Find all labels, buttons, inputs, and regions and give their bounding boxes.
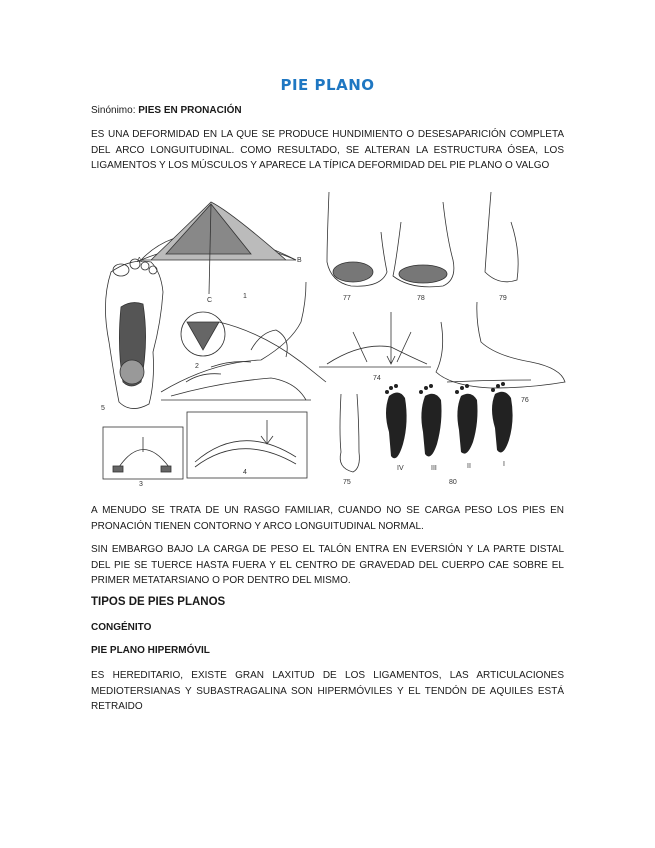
figure-label-76: 76 bbox=[521, 397, 529, 404]
figure-label-a: A bbox=[137, 257, 142, 264]
figure-label-5: 5 bbox=[101, 405, 105, 412]
weight-bearing-paragraph: SIN EMBARGO BAJO LA CARGA DE PESO EL TALÓN ENTRA EN EVERSIÓN Y LA PARTE DISTAL DEL PIE SE TUERCE HASTA FUERA Y EL CENTRO DE GRAVEDAD DEL CUERPO CAE SOBRE EL PRIMER METATARSIANO O POR DENTRO DEL MISMO. bbox=[91, 544, 564, 586]
arch-box-drawing bbox=[103, 427, 183, 479]
types-heading: TIPOS DE PIES PLANOS bbox=[91, 596, 226, 608]
flatfoot-illustration bbox=[91, 182, 570, 492]
figure-label-1: 1 bbox=[243, 293, 247, 300]
flat-foot-side-drawing bbox=[436, 302, 565, 388]
figure-label-77: 77 bbox=[343, 295, 351, 302]
leg-foot-drawing bbox=[340, 394, 359, 472]
footprints-drawing bbox=[385, 382, 513, 458]
synonym-value: PIES EN PRONACIÓN bbox=[138, 105, 242, 116]
figure-label-74: 74 bbox=[373, 375, 381, 382]
foot-top-view-drawing bbox=[105, 259, 163, 409]
figure-label-c: C bbox=[207, 297, 213, 304]
figure-label-80: 80 bbox=[449, 479, 457, 486]
figure-label-3: 3 bbox=[139, 481, 143, 488]
footprint-label-iii: III bbox=[431, 465, 437, 472]
figure-label-75: 75 bbox=[343, 479, 351, 486]
figure-label-79: 79 bbox=[499, 295, 507, 302]
synonym-line bbox=[91, 103, 564, 119]
hereditary-paragraph: ES HEREDITARIO, EXISTE GRAN LAXITUD DE LOS LIGAMENTOS, LAS ARTICULACIONES MEDIOTERSIANAS Y SUBASTRAGALINA SON HIPERMÓVILES Y EL TENDÓN DE AQUILES ESTÁ RETRAIDO bbox=[91, 670, 564, 712]
hypermobile-heading: PIE PLANO HIPERMÓVIL bbox=[91, 645, 210, 656]
flatfoot-illustration-svg bbox=[91, 182, 570, 492]
force-diagram-drawing bbox=[319, 312, 431, 367]
footprint-label-i: I bbox=[503, 461, 505, 468]
synonym-label: Sinónimo: bbox=[91, 105, 139, 116]
figure-label-2: 2 bbox=[195, 363, 199, 370]
familiar-trait-paragraph: A MENUDO SE TRATA DE UN RASGO FAMILIAR, CUANDO NO SE CARGA PESO LOS PIES EN PRONACIÓN TIENEN CONTORNO Y ARCO LONGUITUDINAL NORMAL. bbox=[91, 505, 564, 532]
congenital-heading: CONGÉNITO bbox=[91, 622, 152, 633]
document-title: PIE PLANO bbox=[280, 76, 375, 94]
intro-paragraph: ES UNA DEFORMIDAD EN LA QUE SE PRODUCE HUNDIMIENTO O DESESAPARICIÓN COMPLETA DEL ARCO LONGUITUDINAL. COMO RESULTADO, SE ALTERAN LA ESTRUCTURA ÓSEA, LOS LIGAMENTOS Y LOS MÚSCULOS Y APARECE LA TÍPICA DEFORMIDAD DEL PIE PLANO O VALGO bbox=[91, 129, 564, 171]
footprint-label-iv: IV bbox=[397, 465, 404, 472]
figure-label-b: B bbox=[297, 257, 302, 264]
arch-vault-drawing bbox=[141, 202, 296, 294]
footprint-label-ii: II bbox=[467, 463, 471, 470]
arch-load-drawing bbox=[187, 412, 307, 478]
figure-label-78: 78 bbox=[417, 295, 425, 302]
heel-views-drawing bbox=[327, 192, 518, 287]
skeletal-foot-side-drawing bbox=[161, 282, 311, 400]
figure-label-4: 4 bbox=[243, 469, 247, 476]
